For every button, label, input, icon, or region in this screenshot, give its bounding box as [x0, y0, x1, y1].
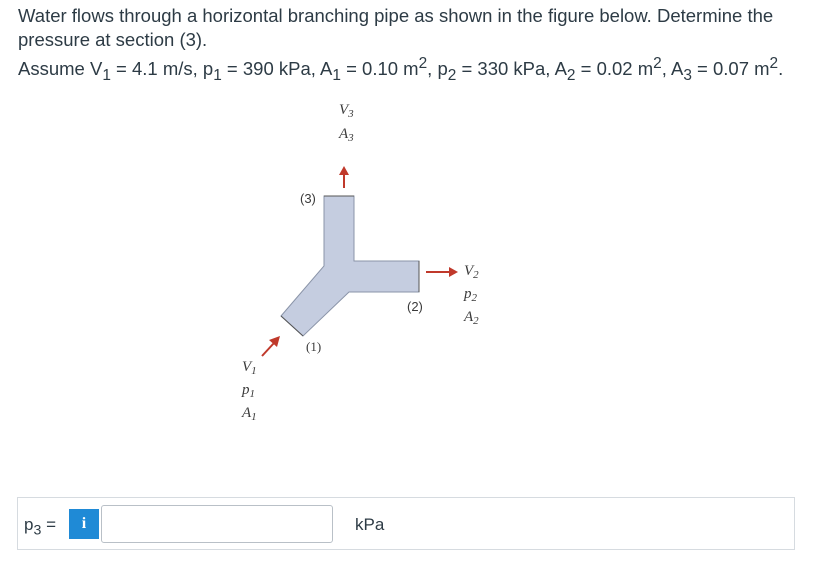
label-v1: $V_1$: [242, 359, 257, 377]
label-v3: $V_3$: [339, 102, 354, 120]
label-section-1: (1): [306, 339, 322, 354]
answer-input[interactable]: [101, 505, 333, 543]
pipe-diagram: [220, 96, 520, 446]
question-assumptions: Assume $V_1 = 4.1$ m/s, $p_1 = 390$ kPa, $A_1 = 0.10$ $m^2$, $p_2 = 330$ kPa, $A_2 = 0.02$ $m^2$, $A_3 = 0.07$ $m^2$.: [18, 55, 784, 84]
label-section-2: (2): [407, 299, 423, 314]
unit-label: kPa: [355, 515, 385, 534]
label-a2: $A_2$: [464, 309, 479, 327]
info-icon[interactable]: i: [69, 509, 99, 539]
label-v2: $V_2$: [464, 263, 479, 281]
answer-row: [17, 497, 795, 550]
branching-pipe-figure: [220, 96, 520, 446]
flow-arrow-1: [262, 336, 280, 356]
question-line-1: Water flows through a horizontal branching pipe as shown in the figure below. Determine the pressure at section (3).: [18, 5, 774, 50]
label-section-3: (3): [300, 191, 316, 206]
answer-label: $p_3$ =: [24, 515, 56, 539]
pipe-body: [281, 196, 419, 336]
label-p2: $p_2$: [464, 286, 477, 304]
label-a1: $A_1$: [242, 405, 257, 423]
label-p1: $p_1$: [242, 382, 255, 400]
question-text: [18, 4, 818, 88]
flow-arrow-3: [339, 166, 349, 188]
flow-arrow-2: [426, 267, 458, 277]
label-a3: $A_3$: [339, 126, 354, 144]
